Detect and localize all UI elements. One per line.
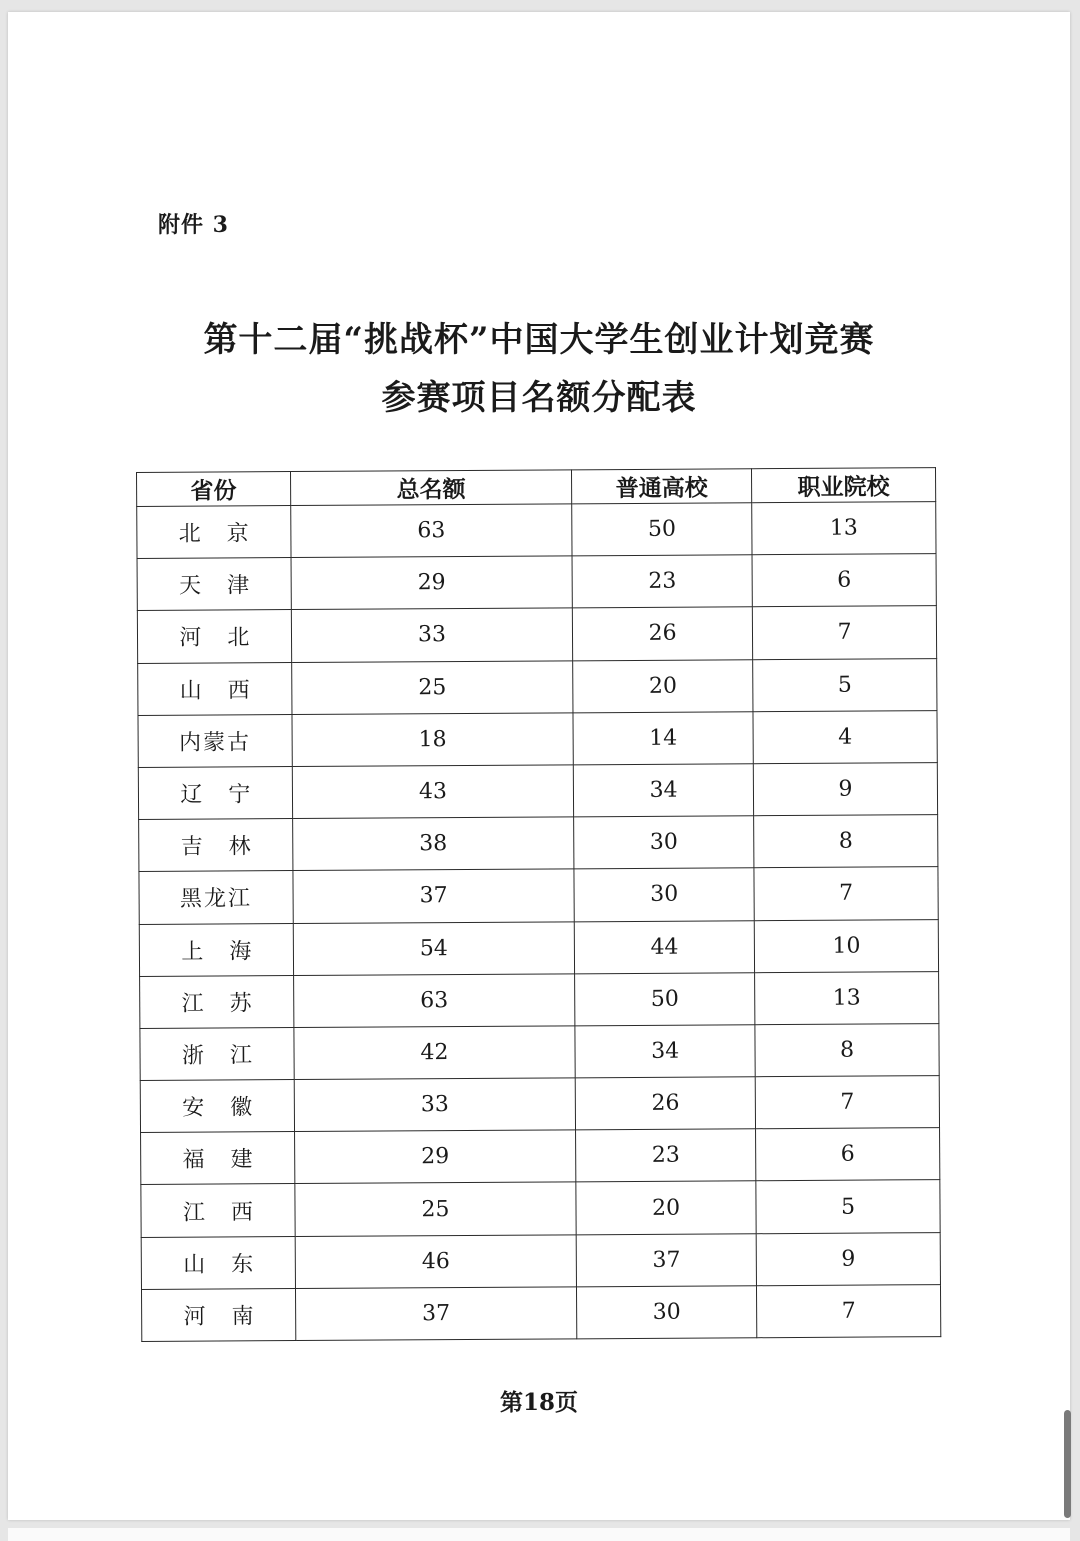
cell-vocational: 13 [755,971,939,1024]
cell-total: 38 [292,817,574,871]
province-name: 山西 [179,677,276,704]
cell-vocational: 13 [752,502,936,555]
table-row [140,1023,939,1080]
table-row [139,867,938,924]
cell-province [139,819,293,872]
page-subtitle: 参赛项目名额分配表 [381,378,697,418]
cell-vocational: 9 [753,763,937,816]
cell-total: 46 [295,1234,577,1288]
province-name: 北京 [178,521,275,547]
cell-total: 42 [294,1026,576,1080]
header-province: 省份 [137,472,291,507]
cell-vocational: 7 [752,606,936,659]
cell-total: 37 [295,1287,577,1341]
table-row [141,1180,940,1237]
cell-total: 43 [292,765,574,819]
province-name: 天津 [178,573,276,600]
cell-general: 20 [573,659,753,712]
cell-vocational: 8 [754,815,938,868]
cell-total: 25 [295,1182,577,1236]
cell-vocational: 5 [756,1180,940,1233]
cell-general: 20 [576,1181,756,1234]
cell-vocational: 7 [755,1076,939,1129]
cell-vocational: 6 [752,554,936,607]
cell-total: 18 [292,713,574,767]
table-header-row [137,468,936,507]
quota-table [136,467,941,1342]
document-page [8,12,1070,1520]
province-name: 安徽 [182,1095,279,1121]
province-name: 河南 [183,1304,280,1330]
attachment-label: 附件 3 [158,212,229,238]
table-row [138,763,937,820]
cell-general: 34 [573,764,753,817]
cell-general: 23 [572,555,752,608]
cell-province [140,1080,294,1133]
cell-total: 33 [291,608,573,662]
table-row [138,658,937,715]
table-row [137,606,936,663]
cell-vocational: 8 [755,1023,939,1076]
cell-province [138,662,292,715]
cell-general: 50 [572,503,752,556]
cell-general: 23 [576,1129,756,1182]
table-row [137,554,936,611]
province-name: 黑龙江 [179,886,253,913]
province-name: 内蒙古 [178,730,252,756]
cell-general: 50 [575,972,755,1025]
cell-total: 63 [290,504,572,558]
province-name: 辽宁 [180,782,277,808]
cell-vocational: 10 [754,919,938,972]
cell-province [138,766,292,819]
cell-province [140,1027,294,1080]
cell-total: 29 [294,1130,576,1184]
table-row [138,710,937,767]
province-name: 上海 [181,938,278,965]
cell-general: 30 [577,1286,757,1339]
cell-general: 30 [574,816,754,869]
page-number: 第18页 [499,1389,578,1416]
cell-total: 37 [293,869,575,923]
table-row [141,1232,940,1289]
cell-general: 26 [575,1077,755,1130]
vertical-scrollbar[interactable] [1064,1410,1071,1518]
cell-province [137,558,291,611]
cell-province [141,1236,295,1289]
header-general: 普通高校 [572,469,752,504]
header-vocational: 职业院校 [752,468,936,503]
cell-vocational: 5 [753,658,937,711]
cell-vocational: 6 [756,1128,940,1181]
page-title: 第十二届“挑战杯”中国大学生创业计划竞赛 [203,320,875,360]
cell-province [141,1288,295,1341]
cell-total: 29 [291,556,573,610]
cell-vocational: 7 [754,867,938,920]
cell-vocational: 7 [757,1284,941,1337]
cell-province [140,975,294,1028]
cell-province [139,923,293,976]
table-body [137,502,941,1342]
table-row [140,1076,939,1133]
cell-province [138,714,292,767]
next-page-edge [8,1528,1070,1541]
province-name: 山东 [183,1251,280,1278]
table-row [137,502,936,559]
cell-vocational: 9 [756,1232,940,1285]
cell-general: 34 [575,1025,755,1078]
province-name: 福建 [182,1147,279,1174]
province-name: 河北 [179,625,276,652]
cell-province [137,610,291,663]
province-name: 江西 [182,1199,279,1226]
province-name: 江苏 [181,990,278,1017]
cell-general: 44 [574,920,754,973]
cell-total: 33 [294,1078,576,1132]
table-row [140,971,939,1028]
cell-province [137,506,291,559]
cell-total: 54 [293,921,575,975]
cell-total: 63 [293,974,575,1028]
table-row [139,815,938,872]
table-row [141,1128,940,1185]
cell-vocational: 4 [753,710,937,763]
cell-province [141,1132,295,1185]
table-row [141,1284,940,1341]
cell-total: 25 [291,660,573,714]
cell-general: 37 [576,1233,756,1286]
cell-general: 26 [573,607,753,660]
cell-general: 14 [573,711,753,764]
cell-general: 30 [574,868,754,921]
cell-province [141,1184,295,1237]
table-row [139,919,938,976]
province-name: 浙江 [181,1043,279,1069]
header-total: 总名额 [290,470,572,506]
cell-province [139,871,293,924]
province-name: 吉林 [180,834,277,860]
